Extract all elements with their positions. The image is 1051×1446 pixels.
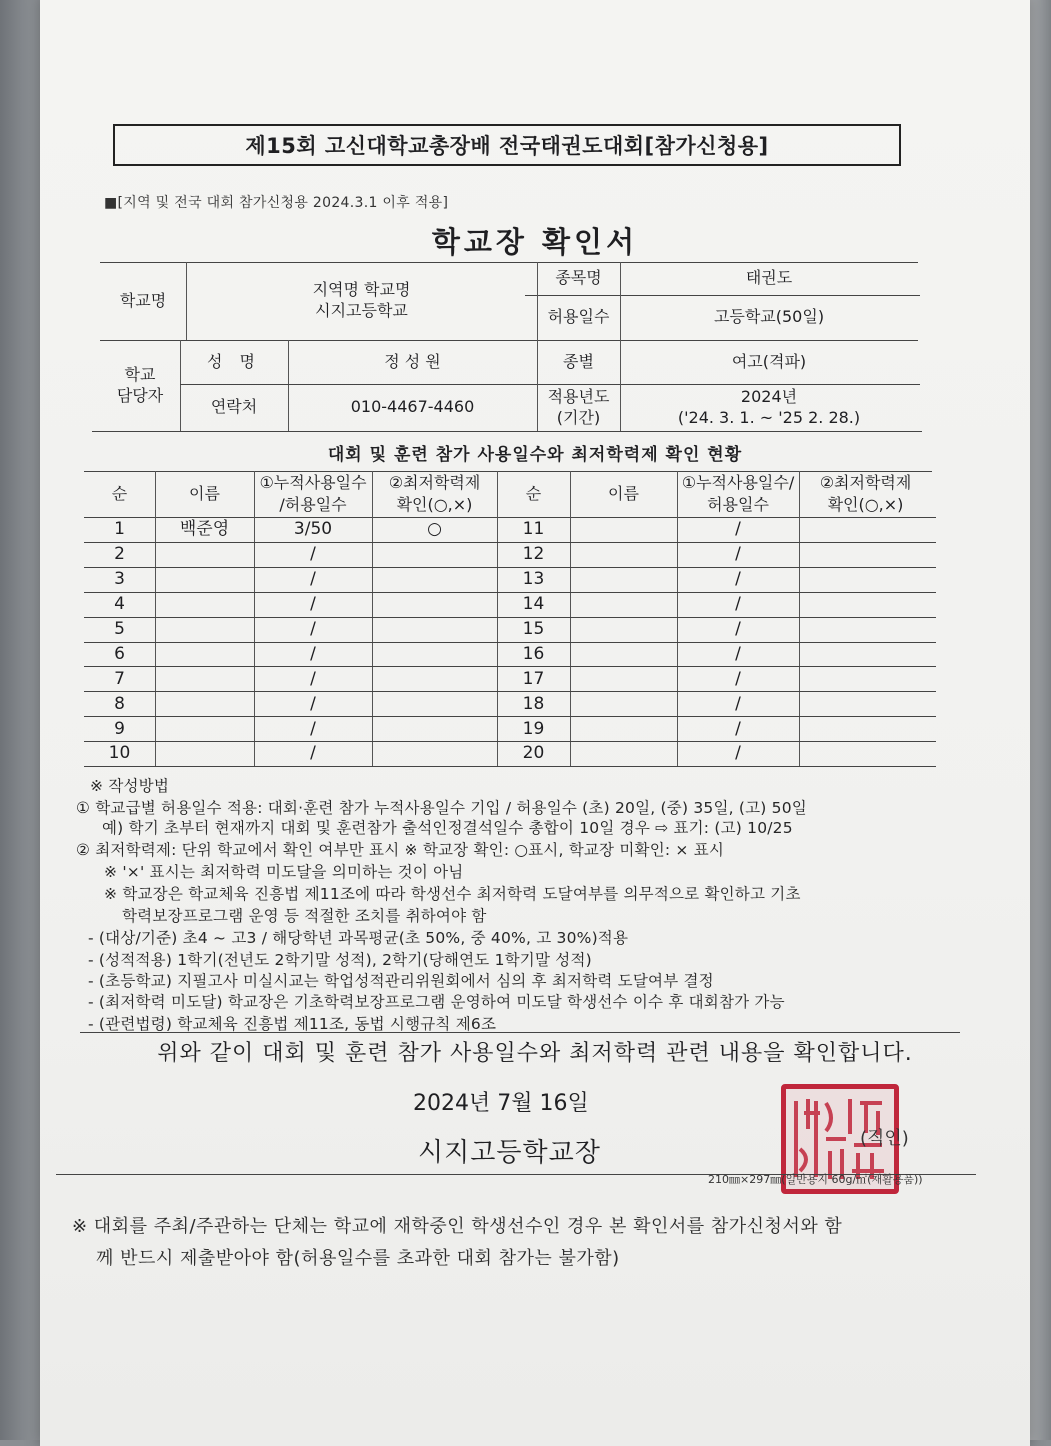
table-cell-check	[372, 691, 497, 716]
note-line: 학력보장프로그램 운영 등 적절한 조치를 취하여야 함	[122, 907, 487, 925]
table-cell-no: 5	[114, 618, 125, 639]
event-title: 제15회 고신대학교총장배 전국태권도대회[참가신청용]	[245, 134, 769, 158]
table-cell-days: /	[310, 693, 316, 714]
table-cell-name	[570, 741, 677, 766]
table-cell-check	[799, 567, 932, 592]
category-label: 종별	[563, 351, 594, 371]
table-cell-check	[799, 666, 932, 691]
school-sub-label: 지역명 학교명	[312, 280, 411, 300]
table-cell-name	[155, 666, 254, 691]
note-line: 예) 학기 초부터 현재까지 대회 및 훈련참가 출석인정결석일수 총합이 10일 경우 ⇨ 표기: (고) 10/25	[102, 819, 793, 837]
event-value: 태권도	[745, 268, 793, 288]
note-heading: ※ 작성방법	[90, 777, 170, 795]
seal-label: (직인)	[860, 1128, 909, 1149]
header-min-line2: 확인(○,×)	[396, 495, 473, 514]
table-cell-name	[570, 617, 677, 642]
table-cell-check	[799, 542, 932, 567]
confirmation-statement: 위와 같이 대회 및 훈련 참가 사용일수와 최저학력 관련 내용을 확인합니다.	[157, 1041, 913, 1066]
staff-label-line1: 학교	[124, 364, 156, 384]
table-cell-no: 20	[522, 743, 545, 764]
event-title-box	[113, 124, 901, 166]
table-cell-name	[155, 642, 254, 667]
school-label: 학교명	[119, 290, 167, 310]
table-cell-days: /	[735, 668, 741, 689]
divider	[80, 1032, 960, 1033]
year-value: 2024년	[740, 386, 798, 406]
header-days-right	[677, 471, 799, 517]
school-cell	[186, 262, 537, 340]
table-row-divider	[84, 766, 936, 767]
table-cell-check	[799, 592, 932, 617]
table-cell-name	[570, 517, 677, 542]
table-cell-no: 12	[522, 544, 545, 565]
table-cell-name	[570, 716, 677, 741]
header-min-right-line1: ②최저학력제	[819, 473, 912, 493]
table-cell-days: /	[310, 643, 316, 664]
table-cell-days: /	[310, 569, 316, 590]
table-cell-check	[372, 567, 497, 592]
table-cell-days: 3/50	[293, 519, 333, 540]
table-cell-name	[570, 691, 677, 716]
header-min-right-line2: 확인(○,×)	[827, 495, 904, 514]
table-cell-days: /	[310, 718, 316, 739]
name-label: 성 명	[207, 351, 261, 371]
table-cell-name	[570, 666, 677, 691]
table-cell-days: /	[310, 544, 316, 565]
table-cell-name	[570, 542, 677, 567]
table-cell-no: 3	[114, 569, 125, 590]
table-cell-name: 백준영	[179, 519, 230, 540]
staff-label	[100, 340, 180, 431]
table-cell-name	[570, 642, 677, 667]
table-cell-no: 15	[522, 618, 545, 639]
note-line: - (최저학력 미도달) 학교장은 기초학력보장프로그램 운영하여 미도달 학생선수 이수 후 대회참가 가능	[88, 993, 785, 1011]
staff-label-line2: 담당자	[116, 385, 164, 405]
header-name-right: 이름	[608, 484, 639, 504]
table-cell-no: 10	[108, 743, 131, 764]
table-cell-no: 6	[114, 643, 125, 664]
table-cell-no: 16	[522, 643, 545, 664]
category-value: 여고(격파)	[731, 351, 807, 371]
table-cell-name	[155, 617, 254, 642]
table-cell-name	[155, 542, 254, 567]
table-cell-check	[372, 542, 497, 567]
table-cell-days: /	[735, 569, 741, 590]
header-min-right	[799, 471, 932, 517]
table-cell-days: /	[310, 618, 316, 639]
table-cell-check	[372, 592, 497, 617]
note-line: ※ '×' 표시는 최저학력 미도달을 의미하는 것이 아님	[104, 863, 464, 881]
table-cell-no: 13	[522, 569, 545, 590]
table-cell-no: 19	[522, 718, 545, 739]
year-label-line2: (기간)	[556, 407, 601, 427]
table-cell-no: 8	[114, 693, 125, 714]
table-cell-no: 17	[522, 668, 545, 689]
table-cell-check	[799, 691, 932, 716]
note-line: ② 최저학력제: 단위 학교에서 확인 여부만 표시 ※ 학교장 확인: ○표시, 학교장 미확인: × 표시	[76, 841, 725, 859]
table-cell-check	[372, 642, 497, 667]
document-title: 학교장 확인서	[431, 225, 639, 259]
usage-table-title: 대회 및 훈련 참가 사용일수와 최저학력제 확인 현황	[327, 445, 743, 465]
table-cell-no: 14	[522, 594, 545, 615]
table-cell-no: 7	[114, 668, 125, 689]
contact-value: 010-4467-4460	[350, 397, 475, 417]
table-cell-check	[799, 517, 932, 542]
header-no-left: 순	[111, 484, 128, 504]
table-cell-name	[570, 567, 677, 592]
event-label: 종목명	[555, 268, 602, 288]
note-line: ① 학교급별 허용일수 적용: 대회·훈련 참가 누적사용일수 기입 / 허용일수 (초) 20일, (중) 35일, (고) 50일	[76, 799, 807, 817]
header-days-left	[254, 471, 372, 517]
table-cell-days: /	[735, 618, 741, 639]
table-cell-check	[372, 617, 497, 642]
note-line: - (성적적용) 1학기(전년도 2학기말 성적), 2학기(당해연도 1학기말 성적)	[88, 951, 592, 969]
table-cell-name	[570, 592, 677, 617]
note-line: - (관련법령) 학교체육 진흥법 제11조, 동법 시행규칙 제6조	[88, 1015, 497, 1033]
table-cell-days: /	[735, 693, 741, 714]
table-cell-days: /	[735, 519, 741, 540]
header-days-line1: ①누적사용일수	[259, 473, 367, 493]
table-cell-days: /	[310, 743, 316, 764]
table-cell-no: 18	[522, 693, 545, 714]
header-days-line2: /허용일수	[279, 495, 347, 514]
table-cell-name	[155, 691, 254, 716]
year-value-cell	[620, 384, 918, 431]
table-cell-name	[155, 741, 254, 766]
table-cell-days: /	[310, 668, 316, 689]
table-cell-check	[799, 617, 932, 642]
table-cell-no: 11	[522, 519, 545, 540]
note-line: - (초등학교) 지필고사 미실시교는 학업성적관리위원회에서 심의 후 최저학력 도달여부 결정	[88, 972, 714, 990]
table-cell-check	[799, 741, 932, 766]
header-days-right-line1: ①누적사용일수/	[681, 473, 795, 493]
table-cell-no: 4	[114, 594, 125, 615]
table-cell-check	[372, 666, 497, 691]
table-cell-check	[799, 642, 932, 667]
submission-note-line2: 께 반드시 제출받아야 함(허용일수를 초과한 대회 참가는 불가함)	[96, 1248, 620, 1269]
table-cell-days: /	[735, 544, 741, 565]
year-label-line1: 적용년도	[547, 386, 610, 406]
issuer-name: 시지고등학교장	[418, 1138, 601, 1168]
table-cell-no: 9	[114, 718, 125, 739]
header-days-right-line2: 허용일수	[707, 495, 769, 514]
table-cell-days: /	[735, 594, 741, 615]
table-cell-name	[155, 592, 254, 617]
allowed-days-label: 허용일수	[547, 307, 610, 327]
header-no-right: 순	[525, 484, 542, 504]
header-min-line1: ②최저학력제	[388, 473, 481, 493]
paper-spec-reference: 210㎜×297㎜(일반용지 60g/㎡(재활용품))	[708, 1173, 923, 1186]
table-cell-check	[372, 716, 497, 741]
submission-note-line1: ※ 대회를 주최/주관하는 단체는 학교에 재학중인 학생선수인 경우 본 확인서를 참가신청서와 함	[72, 1216, 843, 1237]
table-cell-no: 1	[114, 519, 125, 540]
table-cell-days: /	[735, 643, 741, 664]
table-cell-check	[799, 716, 932, 741]
table-cell-name	[155, 716, 254, 741]
year-label	[537, 384, 620, 431]
table-cell-check: ○	[427, 519, 442, 540]
note-line: ※ 학교장은 학교체육 진흥법 제11조에 따라 학생선수 최저학력 도달여부를 의무적으로 확인하고 기초	[104, 885, 801, 903]
table-cell-days: /	[735, 718, 741, 739]
issue-date: 2024년 7월 16일	[413, 1091, 589, 1116]
note-line: - (대상/기준) 초4 ~ 고3 / 해당학년 과목평균(초 50%, 중 40%, 고 30%)적용	[88, 929, 629, 947]
period-value: ('24. 3. 1. ~ '25 2. 28.)	[677, 407, 861, 427]
table-cell-name	[155, 567, 254, 592]
table-cell-days: /	[735, 743, 741, 764]
document-page	[40, 0, 1030, 1446]
table-cell-no: 2	[114, 544, 125, 565]
contact-label: 연락처	[210, 397, 258, 417]
header-name-left: 이름	[189, 484, 220, 504]
applicability-notice: ■[지역 및 전국 대회 참가신청용 2024.3.1 이후 적용]	[104, 195, 449, 211]
table-cell-days: /	[310, 594, 316, 615]
table-cell-check	[372, 741, 497, 766]
staff-name: 정 성 원	[384, 351, 441, 371]
header-min-left	[372, 471, 497, 517]
allowed-days-value: 고등학교(50일)	[713, 307, 825, 327]
school-name: 시지고등학교	[315, 301, 408, 320]
